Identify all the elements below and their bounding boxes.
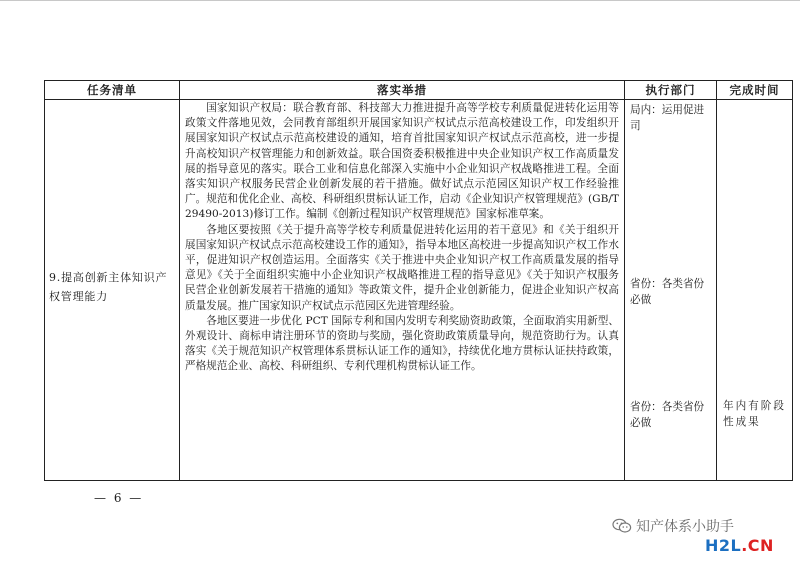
page-number: — 6 — <box>94 491 144 505</box>
department-entry: 省份：各类省份必做 <box>630 401 705 429</box>
task-cell <box>45 100 180 481</box>
header-completion-time: 完成时间 <box>717 81 793 100</box>
header-department: 执行部门 <box>625 81 717 100</box>
site-logo <box>705 536 774 555</box>
measure-paragraph: 国家知识产权局：联合教育部、科技部大力推进提升高等学校专利质量促进转化运用等政策文件落地见效，会同教育部组织开展国家知识产权试点示范高校建设工作，印发组织开展国家知识产权试点示范高校建设的通知，培育首批国家知识产权试点示范高校，进一步提升高校知识产权管理能力和创新效益。联合国资委积极推进中央企业知识产权工作高质量发展的指导意见的落实。联合工业和信息化部深入实施中小企业知识产权战略推进工程。全面落实知识产权服务民营企业创新发展的若干措施。做好试点示范园区知识产权工作经验推广。规范和优化企业、高校、科研组织贯标认证工作，启动《企业知识产权管理规范》(GB/T29490-2013)修订工作。编制《创新过程知识产权管理规范》国家标准草案。 <box>185 102 619 221</box>
completion-cell <box>717 100 793 481</box>
site-logo-cn: CN <box>747 536 774 555</box>
task-table <box>44 80 793 481</box>
page-top-border <box>0 0 800 1</box>
site-logo-h2l: H2L <box>705 536 742 555</box>
department-entry: 局内：运用促进司 <box>630 104 705 132</box>
measures-cell <box>180 100 625 481</box>
wechat-icon <box>612 518 632 534</box>
watermark-text: 知产体系小助手 <box>636 519 734 535</box>
table-header-row <box>45 81 793 100</box>
header-measures: 落实举措 <box>180 81 625 100</box>
task-name: 9.提高创新主体知识产权管理能力 <box>49 271 168 303</box>
watermark <box>612 516 734 536</box>
measure-paragraph: 各地区要按照《关于提升高等学校专利质量促进转化运用的若干意见》和《关于组织开展国家知识产权试点示范高校建设工作的通知》，指导本地区高校进一步提高知识产权工作水平，促进知识产权创造运用。全面落实《关于推进中央企业知识产权工作高质量发展的指导意见》《关于全面组织实施中小企业知识产权战略推进工程的指导意见》《关于知识产权服务民营企业创新发展若干措施的通知》等政策文件，提升企业创新能力，促进企业知识产权高质量发展。推广国家知识产权试点示范园区先进管理经验。 <box>185 223 619 312</box>
site-logo-dot: . <box>741 536 748 555</box>
department-cell <box>625 100 717 481</box>
header-task-list: 任务清单 <box>45 81 180 100</box>
department-entry: 省份：各类省份必做 <box>630 278 705 306</box>
completion-time: 年内有阶段性成果 <box>723 400 786 428</box>
table-row <box>45 100 793 481</box>
measure-paragraph: 各地区要进一步优化 PCT 国际专利和国内发明专利奖励资助政策，全面取消实用新型、外观设计、商标申请注册环节的资助与奖励，强化资助政策质量导向，规范资助行为。认真落实《关于规范知识产权管理体系贯标认证工作的通知》，持续优化地方贯标认证扶持政策，严格规范企业、高校、科研组织、专利代理机构贯标认证工作。 <box>185 314 619 373</box>
